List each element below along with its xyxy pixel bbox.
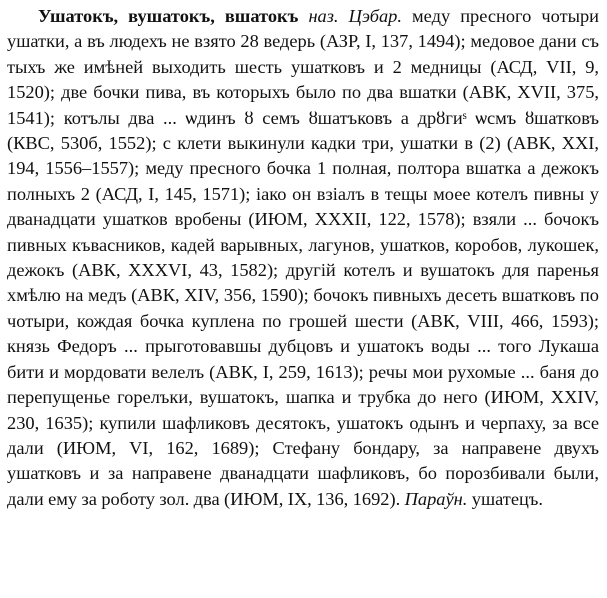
entry-paronym-label: Параўн. bbox=[404, 488, 468, 509]
entry-paronym-word: ушатецъ. bbox=[471, 488, 543, 509]
dictionary-entry bbox=[7, 4, 599, 512]
entry-headword: Ушатокъ, вушатокъ, вшатокъ bbox=[38, 6, 299, 26]
entry-definition-label: наз. Цэбар. bbox=[308, 6, 402, 26]
entry-citations: меду пресного чотыри ушатки, а въ людехъ не взято 28 ведерь (АЗР, I, 137, 1494); медовое дани съ тыхъ же имѣней выходить шесть ушатковъ и 2 медницы (АСД, VII, 9, 1520); две бочки пива, въ которыхъ было по два вшатки (АВК, XVII, 375, 1541); котълы два ... ѡдинъ ȣ семъ ȣшатъковъ а дрȣгиˢ ѡсмъ ȣшатковъ (КВС, 530б, 1552); с клети выкинули кадки три, ушатки в (2) (АВК, XXI, 194, 1556–1557); меду пресного бочка 1 полная, полтора вшатка а дежокъ полныхъ 2 (АСД, I, 145, 1571); іако он взіалъ в тещы моее котелъ пивны у дванадцати ушатков вробены (ИЮМ, XXXII, 122, 1578); взяли ... бочокъ пивных къвасников, кадей варывных, лагунов, ушатков, коробов, лукошек, дежокъ (АВК, XXXVI, 43, 1582); другій котелъ и вушатокъ для паренья хмѣлю на медъ (АВК, XIV, 356, 1590); бочокъ пивныхъ десеть вшатковъ по чотыри, кождая бочка куплена по грошей шести (АВК, VIII, 466, 1593); князь Федоръ ... прыготовавшы дубцовъ и ушатокъ воды ... того Лукаша бити и мордовати велелъ (АВК, I, 259, 1613); речы мои рухомые ... баня до перепущенье горелъки, вушатокъ, шапка и трубка до него (ИЮМ, XXIV, 230, 1635); купили шафликовъ десятокъ, ушатокъ одынъ и черпаху, за все дали (ИЮМ, VI, 162, 1689); Стефану бондару, за направене двухъ ушатковъ и за направене дванадцати шафликовъ, бо порозбивали были, дали ему за роботу зол. два (ИЮМ, IX, 136, 1692). bbox=[7, 6, 600, 509]
